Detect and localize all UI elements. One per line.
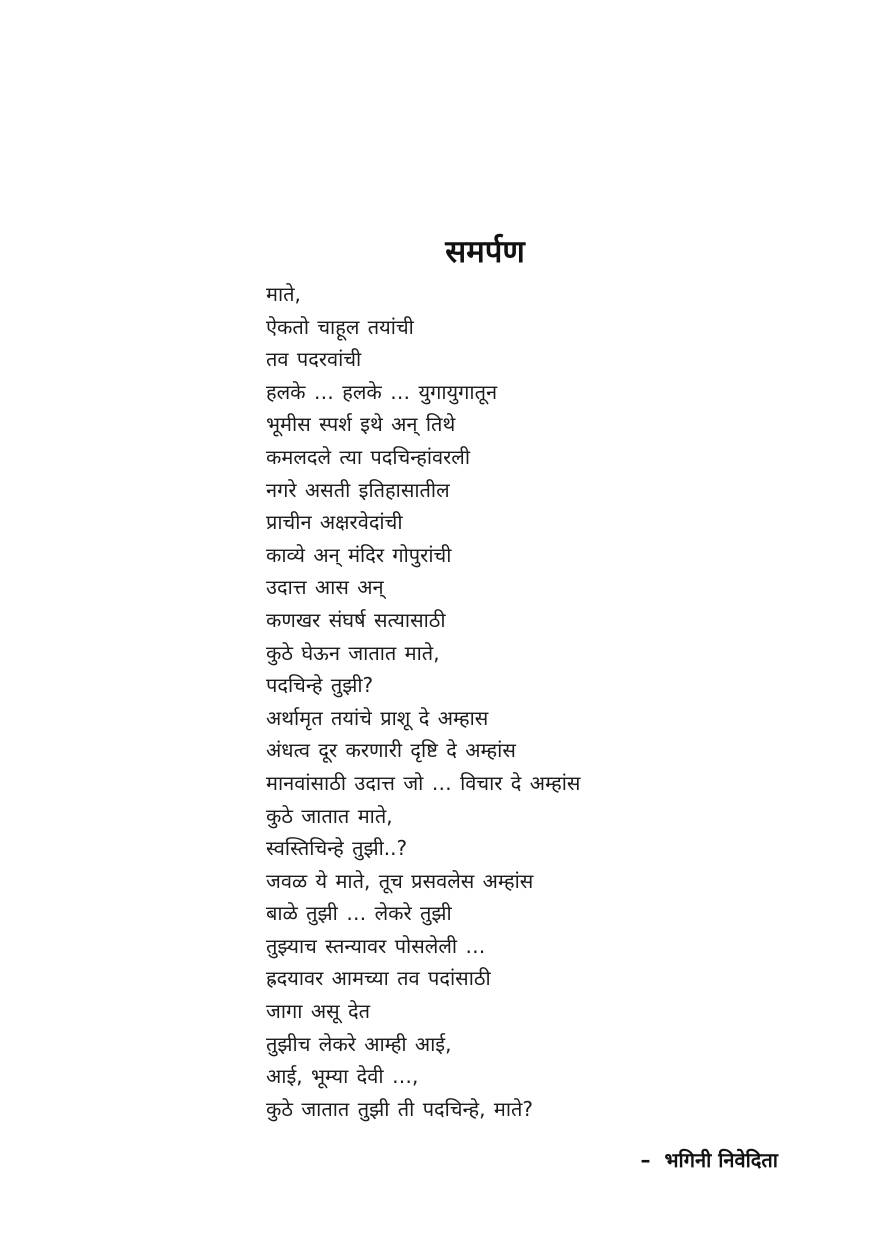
poem-line: पदचिन्हे तुझी? bbox=[266, 673, 374, 698]
poem-line: तव पदरवांची bbox=[266, 347, 362, 372]
poem-line: कणखर संघर्ष सत्यासाठी bbox=[266, 607, 446, 632]
poem-line: आई, भूम्या देवी …, bbox=[266, 1064, 419, 1089]
page-title: समर्पण bbox=[445, 233, 525, 270]
poem-line: ऐकतो चाहूल तयांची bbox=[266, 314, 414, 339]
poem-line: माते, bbox=[266, 282, 301, 306]
poem-line: बाळे तुझी … लेकरे तुझी bbox=[266, 901, 452, 926]
signature bbox=[640, 1143, 778, 1177]
poem-line: अर्थामृत तयांचे प्राशू दे अम्हास bbox=[266, 705, 489, 730]
poem-line: कुठे घेऊन जातात माते, bbox=[266, 640, 440, 665]
poem-line: मानवांसाठी उदात्त जो … विचार दे अम्हांस bbox=[266, 770, 581, 795]
poem-line: कुठे जातात तुझी ती पदचिन्हे, माते? bbox=[266, 1096, 534, 1121]
signature-author: भगिनी निवेदिता bbox=[664, 1148, 778, 1172]
poem-body bbox=[266, 278, 826, 1125]
poem-line: तुझीच लेकरे आम्ही आई, bbox=[266, 1031, 452, 1056]
poem-line: ह्रदयावर आमच्या तव पदांसाठी bbox=[266, 966, 491, 991]
poem-line: भूमीस स्पर्श इथे अन् तिथे bbox=[266, 412, 456, 437]
poem-line: कमलदले त्या पदचिन्हांवरली bbox=[266, 444, 471, 469]
poem-line: प्राचीन अक्षरवेदांची bbox=[266, 510, 403, 535]
poem-line: काव्ये अन् मंदिर गोपुरांची bbox=[266, 542, 452, 567]
poem-line: जवळ ये माते, तूच प्रसवलेस अम्हांस bbox=[266, 868, 534, 893]
poem-line: अंधत्व दूर करणारी दृष्टि दे अम्हांस bbox=[266, 738, 516, 763]
poem-line: उदात्त आस अन् bbox=[266, 575, 384, 600]
poem-line: नगरे असती इतिहासातील bbox=[266, 477, 450, 502]
signature-dash: – bbox=[640, 1148, 651, 1172]
poem-line: हलके … हलके … युगायुगातून bbox=[266, 379, 498, 404]
poem-line: कुठे जातात माते, bbox=[266, 803, 393, 828]
poem-line: स्वस्तिचिन्हे तुझी..? bbox=[266, 836, 408, 861]
poem-line: जागा असू देत bbox=[266, 999, 370, 1024]
poem-line: तुझ्याच स्तन्यावर पोसलेली … bbox=[266, 933, 486, 958]
